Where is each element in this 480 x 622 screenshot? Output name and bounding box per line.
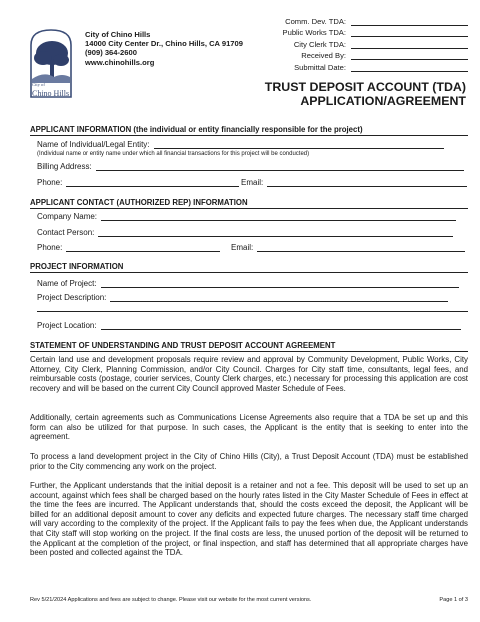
public-works-tda-row (268, 26, 468, 38)
company-name-row (37, 211, 456, 221)
footer-revision-note: Rev 5/21/2024 Applications and fees are subject to change. Please visit our website for the most current versions. (30, 597, 312, 603)
city-clerk-tda-label: City Clerk TDA: (293, 39, 346, 49)
submittal-date-field[interactable] (351, 62, 468, 72)
applicant-phone-label: Phone: (37, 178, 63, 187)
project-location-field[interactable] (101, 320, 461, 330)
org-name: City of Chino Hills (85, 30, 151, 39)
contact-section-heading: APPLICANT CONTACT (AUTHORIZED REP) INFORMATION (30, 198, 248, 207)
applicant-name-label: Name of Individual/Legal Entity: (37, 140, 150, 149)
contact-person-field[interactable] (98, 227, 453, 237)
statement-paragraph-2: Additionally, certain agreements such as Communications License Agreements also require that a TDA be set up and this form can also be utilized for that purpose. In such cases, the Applicant is the entity that is seeking to enter into the agreement. (30, 413, 468, 442)
logo-text-small: City of (32, 82, 45, 87)
comm-dev-tda-label: Comm. Dev. TDA: (285, 16, 346, 26)
public-works-tda-label: Public Works TDA: (282, 28, 346, 38)
form-title-line2: APPLICATION/AGREEMENT (300, 94, 466, 108)
logo-text-large: Chino Hills (32, 89, 70, 98)
contact-phone-field[interactable] (66, 242, 220, 252)
submittal-date-label: Submittal Date: (294, 62, 346, 72)
contact-email-field[interactable] (257, 242, 465, 252)
billing-address-label: Billing Address: (37, 162, 92, 171)
page-footer (30, 597, 468, 603)
org-address: 14000 City Center Dr., Chino Hills, CA 91709 (85, 39, 243, 49)
applicant-section-rule (30, 135, 468, 136)
applicant-phone-row (37, 177, 239, 187)
applicant-email-field[interactable] (267, 177, 467, 187)
project-name-label: Name of Project: (37, 279, 97, 288)
project-description-line-2[interactable] (37, 311, 468, 312)
contact-email-label: Email: (231, 243, 254, 252)
comm-dev-tda-field[interactable] (351, 16, 468, 26)
public-works-tda-field[interactable] (351, 27, 468, 37)
project-description-field[interactable] (110, 292, 448, 302)
project-description-label: Project Description: (37, 293, 107, 302)
org-website[interactable]: www.chinohills.org (85, 57, 155, 67)
contact-person-label: Contact Person: (37, 228, 95, 237)
applicant-name-row (37, 139, 444, 149)
comm-dev-tda-row (268, 14, 468, 26)
org-info (85, 30, 243, 67)
received-by-label: Received By: (301, 51, 346, 61)
billing-address-row (37, 161, 464, 171)
project-section-heading: PROJECT INFORMATION (30, 262, 124, 271)
statement-heading: STATEMENT OF UNDERSTANDING AND TRUST DEPOSIT ACCOUNT AGREEMENT (30, 341, 336, 350)
project-name-field[interactable] (101, 278, 459, 288)
applicant-section-heading: APPLICANT INFORMATION (the individual or entity financially responsible for the project) (30, 125, 363, 134)
received-by-row (268, 49, 468, 61)
company-name-label: Company Name: (37, 212, 98, 221)
contact-phone-row (37, 242, 220, 252)
applicant-name-field[interactable] (154, 139, 444, 149)
project-location-row (37, 320, 461, 330)
received-by-field[interactable] (351, 50, 468, 60)
applicant-email-label: Email: (241, 178, 264, 187)
project-name-row (37, 278, 459, 288)
contact-person-row (37, 227, 453, 237)
contact-section-rule (30, 208, 468, 209)
project-location-label: Project Location: (37, 321, 97, 330)
company-name-field[interactable] (101, 211, 456, 221)
billing-address-field[interactable] (96, 161, 464, 171)
contact-phone-label: Phone: (37, 243, 63, 252)
applicant-email-row (241, 177, 467, 187)
statement-paragraph-3: To process a land development project in the City of Chino Hills (City), a Trust Deposit Account (TDA) must be established prior to the City commencing any work on the project. (30, 452, 468, 471)
applicant-name-note: (Individual name or entity name under which all financial transactions for this project will be conducted) (37, 151, 310, 157)
city-logo (28, 27, 74, 103)
submittal-date-row (268, 60, 468, 72)
city-clerk-tda-row (268, 37, 468, 49)
org-phone: (909) 364-2600 (85, 48, 137, 58)
form-title-line1: TRUST DEPOSIT ACCOUNT (TDA) (264, 80, 466, 94)
footer-page-number: Page 1 of 3 (439, 597, 468, 603)
project-section-rule (30, 272, 468, 273)
form-title (265, 80, 466, 108)
statement-section-rule (30, 351, 468, 352)
staff-use-fields (268, 14, 468, 72)
project-description-row (37, 292, 448, 302)
applicant-phone-field[interactable] (66, 177, 239, 187)
statement-paragraph-1: Certain land use and development proposals require review and approval by Community Development, Public Works, City Attorney, City Clerk, Planning Commission, and/or City Council. Charges for City staff time, consultants, legal fees, and reimbursable costs (postage, courier services, County Clerk charges, etc.) necessary for processing this application are cost recovery and will be based on the current City Council approved Master Schedule of Fees. (30, 355, 468, 393)
statement-paragraph-4: Further, the Applicant understands that the initial deposit is a retainer and not a fee. This deposit will be used to set up an account, against which fees shall be charged based on the hourly rates listed in the City Master Schedule of Fees in effect at the time the fees are incurred. The Applicant understands that, should the costs exceed the deposit, the Applicant will be billed for an additional deposit amount to cover any deficits and expected future charges. The necessary staff time charged will vary according to the complexity of the project. If the Applicant fails to pay the fees when due, the Applicant understands that City staff will stop working on the project. If the final costs are less, the unused portion of the deposit will be returned to the Applicant at the completion of the project, or final inspection, and staff has determined that all appropriate charges have been posted and collected against the TDA. (30, 481, 468, 558)
city-clerk-tda-field[interactable] (351, 39, 468, 49)
contact-email-row (231, 242, 465, 252)
